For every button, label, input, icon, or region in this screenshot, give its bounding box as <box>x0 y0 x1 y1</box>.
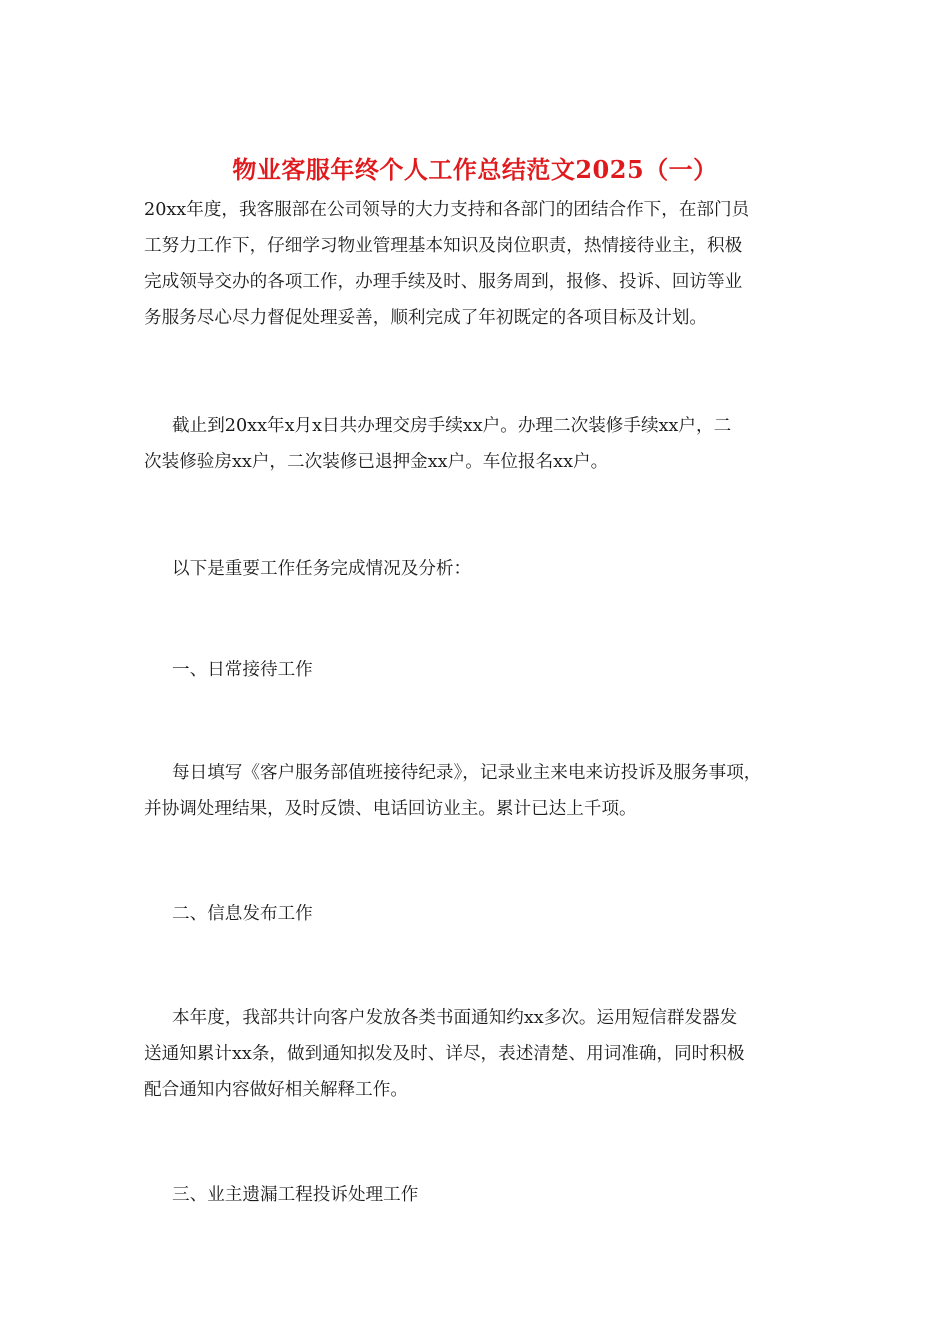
paragraph-line: 完成领导交办的各项工作，办理手续及时、服务周到，报修、投诉、回访等业 <box>144 272 743 292</box>
paragraph-line: 本年度，我部共计向客户发放各类书面通知约xx多次。运用短信群发器发 <box>172 1008 738 1028</box>
paragraph-summary-intro <box>144 551 820 587</box>
paragraph-line: 20xx年度，我客服部在公司领导的大力支持和各部门的团结合作下，在部门员 <box>144 200 750 220</box>
paragraph-line: 并协调处理结果，及时反馈、电话回访业主。累计已达上千项。 <box>144 799 637 819</box>
paragraph-line: 次装修验房xx户，二次装修已退押金xx户。车位报名xx户。 <box>144 452 609 472</box>
section-heading-text: 二、信息发布工作 <box>172 904 313 924</box>
section-heading-2 <box>144 896 820 932</box>
section-heading-1 <box>144 652 820 688</box>
section-heading-text: 三、业主遗漏工程投诉处理工作 <box>172 1185 419 1205</box>
paragraph-line: 配合通知内容做好相关解释工作。 <box>144 1080 408 1100</box>
section-heading-text: 一、日常接待工作 <box>172 660 313 680</box>
paragraph-line: 以下是重要工作任务完成情况及分析： <box>172 559 472 579</box>
document-title: 物业客服年终个人工作总结范文2025（一） <box>232 155 718 184</box>
paragraph-line: 每日填写《客户服务部值班接待纪录》，记录业主来电来访投诉及服务事项， <box>172 763 762 783</box>
paragraph-reception <box>144 755 820 827</box>
paragraph-statistics <box>144 408 820 480</box>
paragraph-intro <box>144 192 820 336</box>
paragraph-line: 送通知累计xx条，做到通知拟发及时、详尽，表述清楚、用词准确，同时积极 <box>144 1044 745 1064</box>
paragraph-line: 工努力工作下，仔细学习物业管理基本知识及岗位职责，热情接待业主，积极 <box>144 236 743 256</box>
paragraph-information <box>144 1000 820 1108</box>
paragraph-line: 务服务尽心尽力督促处理妥善，顺利完成了年初既定的各项目标及计划。 <box>144 308 708 328</box>
section-heading-3 <box>144 1177 820 1213</box>
paragraph-line: 截止到20xx年x月x日共办理交房手续xx户。办理二次装修手续xx户，二 <box>172 416 732 436</box>
